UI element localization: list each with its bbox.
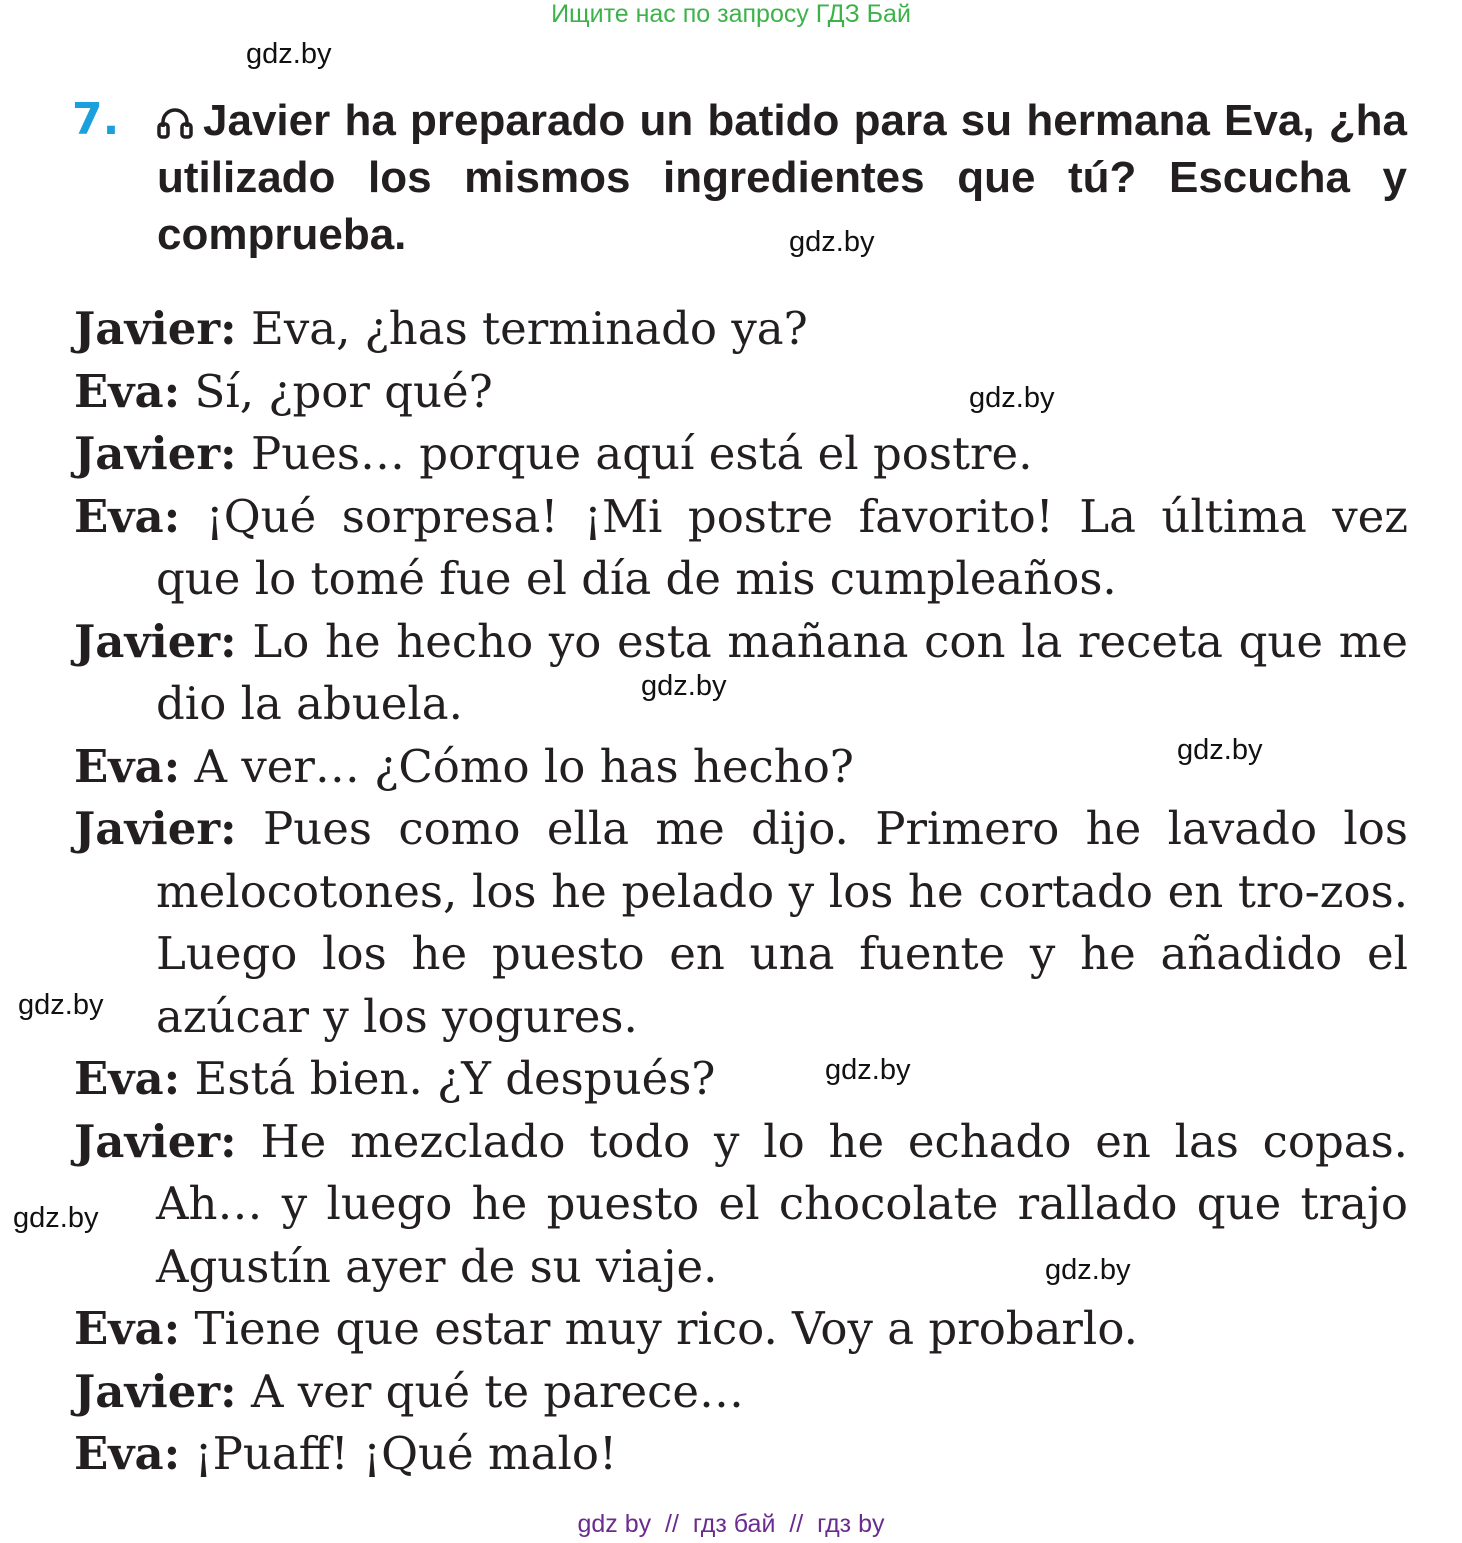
dialogue-text: Pues como ella me dijo. Primero he lavado los melocotones, los he pelado y los he cortado en tro-zos. Luego los he puesto en una fuente y he añadido el azúcar y los yogures. — [156, 802, 1408, 1043]
dialogue-text: Sí, ¿por qué? — [194, 364, 493, 418]
dialogue-text: Pues… porque aquí está el postre. — [250, 427, 1033, 480]
dialogue — [74, 298, 1408, 1486]
dialogue-turn — [74, 486, 1408, 611]
dialogue-turn — [74, 298, 1408, 361]
dialogue-turn — [74, 1298, 1408, 1361]
instruction-text: Javier ha preparado un batido para su hermana Eva, ¿ha utilizado los mismos ingredientes que tú? Escucha y comprueba. — [157, 96, 1407, 259]
watermark: gdz.by — [641, 670, 727, 702]
dialogue-text: Lo he hecho yo esta mañana con la receta que me dio la abuela. — [156, 614, 1408, 730]
dialogue-turn — [74, 1111, 1408, 1299]
speaker: Javier: — [74, 302, 237, 355]
footer: gdz by // гдз бай // гдз by — [577, 1510, 885, 1538]
speaker: Javier: — [74, 1364, 237, 1418]
speaker: Eva: — [74, 1052, 181, 1105]
watermark: gdz.by — [1045, 1254, 1131, 1286]
speaker: Javier: — [74, 802, 237, 855]
dialogue-turn — [74, 361, 1408, 424]
dialogue-turn — [74, 1048, 1408, 1111]
dialogue-text: Tiene que estar muy rico. Voy a probarlo. — [194, 1302, 1138, 1355]
speaker: Eva: — [74, 364, 181, 418]
speaker: Eva: — [74, 489, 181, 543]
watermark: gdz.by — [969, 382, 1055, 414]
dialogue-text: A ver… ¿Cómo lo has hecho? — [194, 739, 854, 793]
dialogue-text: ¡Puaff! ¡Qué malo! — [194, 1427, 618, 1480]
watermark: gdz.by — [13, 1202, 99, 1234]
dialogue-turn — [74, 798, 1408, 1048]
headphones-icon — [157, 105, 193, 139]
exercise-number: 7. — [72, 94, 120, 145]
exercise-instruction — [157, 92, 1407, 263]
speaker: Javier: — [74, 1114, 237, 1168]
dialogue-turn — [74, 423, 1408, 486]
dialogue-turn — [74, 1361, 1408, 1424]
speaker: Javier: — [74, 427, 237, 480]
watermark: gdz.by — [18, 989, 104, 1021]
watermark: gdz.by — [246, 38, 332, 70]
dialogue-turn — [74, 736, 1408, 799]
speaker: Eva: — [74, 739, 181, 793]
dialogue-text: Está bien. ¿Y después? — [194, 1052, 716, 1105]
speaker: Eva: — [74, 1302, 181, 1355]
top-banner: Ищите нас по запросу ГДЗ Бай — [551, 0, 911, 28]
dialogue-turn — [74, 1423, 1408, 1486]
dialogue-text: He mezclado todo y lo he echado en las copas. Ah… y luego he puesto el chocolate rallado que trajo Agustín ayer de su viaje. — [156, 1114, 1408, 1293]
watermark: gdz.by — [789, 226, 875, 258]
dialogue-text: ¡Qué sorpresa! ¡Mi postre favorito! La última vez que lo tomé fue el día de mis cumpleaños. — [156, 489, 1408, 605]
watermark: gdz.by — [825, 1054, 911, 1086]
watermark: gdz.by — [1177, 734, 1263, 766]
speaker: Eva: — [74, 1427, 181, 1480]
dialogue-text: A ver qué te parece… — [250, 1364, 744, 1418]
speaker: Javier: — [74, 614, 237, 668]
dialogue-text: Eva, ¿has terminado ya? — [250, 302, 808, 355]
dialogue-turn — [74, 611, 1408, 736]
